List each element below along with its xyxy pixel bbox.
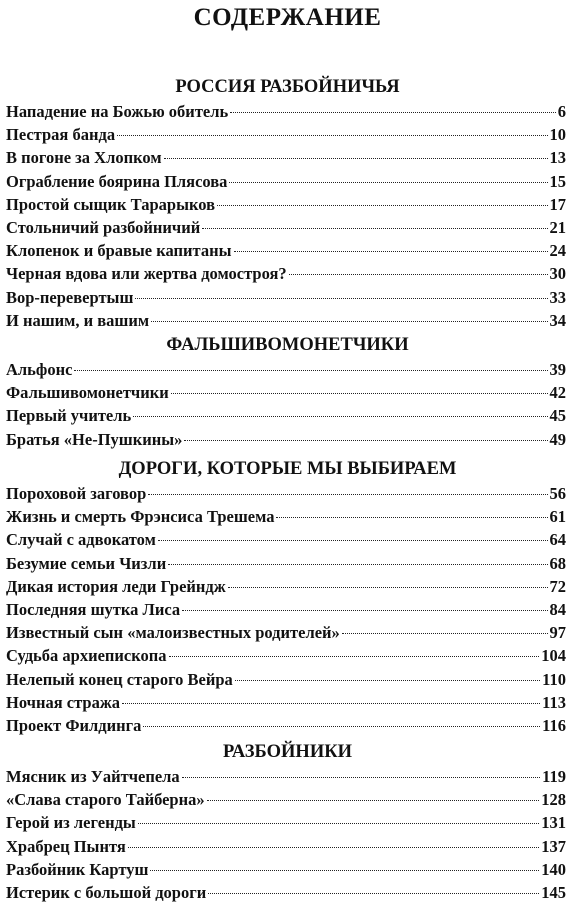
toc-entry bbox=[6, 358, 566, 381]
dot-leader bbox=[150, 870, 539, 871]
toc-entry bbox=[6, 528, 566, 551]
toc-entry bbox=[6, 262, 566, 285]
toc-entry bbox=[6, 691, 566, 714]
entry-page-number: 17 bbox=[549, 194, 566, 214]
dot-leader bbox=[158, 540, 548, 541]
entry-title: И нашим, и вашим bbox=[6, 310, 150, 330]
entry-title: Безумие семьи Чизли bbox=[6, 553, 167, 573]
dot-leader bbox=[229, 182, 547, 183]
dot-leader bbox=[122, 703, 540, 704]
entry-page-number: 97 bbox=[549, 623, 566, 643]
entry-page-number: 33 bbox=[549, 287, 566, 307]
toc-entry bbox=[6, 216, 566, 239]
entry-page-number: 145 bbox=[541, 882, 566, 902]
entry-page-number: 110 bbox=[542, 669, 566, 689]
entry-page-number: 24 bbox=[549, 241, 566, 261]
entry-page-number: 30 bbox=[549, 264, 566, 284]
toc-entry bbox=[6, 575, 566, 598]
entry-page-number: 39 bbox=[549, 360, 566, 379]
toc-entry bbox=[6, 239, 566, 262]
entry-title: Черная вдова или жертва домостроя? bbox=[6, 264, 287, 284]
entry-page-number: 56 bbox=[549, 484, 566, 503]
toc-entry bbox=[6, 146, 566, 169]
toc-entry bbox=[6, 621, 566, 644]
entry-page-number: 140 bbox=[541, 859, 566, 879]
dot-leader bbox=[74, 370, 547, 371]
entry-title: Храбрец Пынтя bbox=[6, 836, 126, 856]
entry-page-number: 116 bbox=[542, 715, 566, 735]
entry-title: Простой сыщик Тарарыков bbox=[6, 194, 215, 214]
toc-entry bbox=[6, 858, 566, 881]
toc-entry bbox=[6, 286, 566, 309]
dot-leader bbox=[164, 158, 548, 159]
entry-page-number: 61 bbox=[549, 507, 566, 527]
entry-title: Братья «Не-Пушкины» bbox=[6, 429, 183, 449]
dot-leader bbox=[276, 517, 547, 518]
dot-leader bbox=[138, 823, 539, 824]
entry-title: Последняя шутка Лиса bbox=[6, 599, 181, 619]
entry-page-number: 104 bbox=[541, 646, 566, 666]
dot-leader bbox=[117, 135, 547, 136]
dot-leader bbox=[184, 440, 547, 441]
section-title: РОССИЯ РАЗБОЙНИЧЬЯ bbox=[175, 77, 400, 97]
section-title: ФАЛЬШИВОМОНЕТЧИКИ bbox=[166, 335, 409, 355]
toc-entry bbox=[6, 381, 566, 404]
section-title: ДОРОГИ, КОТОРЫЕ МЫ ВЫБИРАЕМ bbox=[118, 459, 457, 479]
dot-leader bbox=[171, 393, 548, 394]
toc-entry bbox=[6, 552, 566, 575]
dot-leader bbox=[230, 112, 556, 113]
toc-entry bbox=[6, 668, 566, 691]
toc-entry bbox=[6, 811, 566, 834]
toc-section bbox=[0, 332, 575, 451]
entry-page-number: 45 bbox=[549, 406, 566, 426]
dot-leader bbox=[228, 587, 548, 588]
entry-title: В погоне за Хлопком bbox=[6, 148, 162, 168]
entry-title: Случай с адвокатом bbox=[6, 530, 156, 550]
dot-leader bbox=[235, 680, 540, 681]
dot-leader bbox=[151, 321, 547, 322]
entry-title: Стольничий разбойничий bbox=[6, 217, 201, 237]
section-title: РАЗБОЙНИКИ bbox=[222, 742, 353, 762]
toc-entry bbox=[6, 170, 566, 193]
entry-page-number: 10 bbox=[549, 125, 566, 145]
toc-entry bbox=[6, 309, 566, 332]
toc-entry bbox=[6, 123, 566, 146]
entry-title: Вор-перевертыш bbox=[6, 287, 134, 307]
entry-page-number: 42 bbox=[549, 383, 566, 403]
entry-title: Известный сын «малоизвестных родителей» bbox=[6, 623, 340, 643]
dot-leader bbox=[182, 777, 540, 778]
dot-leader bbox=[217, 205, 548, 206]
toc-entry bbox=[6, 714, 566, 737]
dot-leader bbox=[148, 494, 547, 495]
toc-entry bbox=[6, 765, 566, 788]
dot-leader bbox=[143, 726, 540, 727]
entry-page-number: 131 bbox=[541, 813, 566, 833]
entry-title: Фальшивомонетчики bbox=[6, 383, 169, 403]
toc-entry bbox=[6, 100, 566, 123]
entry-page-number: 119 bbox=[542, 767, 566, 786]
dot-leader bbox=[182, 610, 547, 611]
entry-page-number: 113 bbox=[542, 692, 566, 712]
dot-leader bbox=[168, 564, 547, 565]
entry-title: Ночная стража bbox=[6, 692, 121, 712]
entry-page-number: 64 bbox=[549, 530, 566, 550]
entry-page-number: 6 bbox=[557, 102, 566, 121]
entry-title: Проект Филдинга bbox=[6, 715, 142, 735]
entry-page-number: 13 bbox=[549, 148, 566, 168]
entry-title: Герой из легенды bbox=[6, 813, 136, 833]
toc-entry bbox=[6, 598, 566, 621]
entry-page-number: 128 bbox=[541, 790, 566, 810]
entry-title: Дикая история леди Грейндж bbox=[6, 576, 226, 596]
dot-leader bbox=[133, 416, 547, 417]
toc-entry bbox=[6, 788, 566, 811]
dot-leader bbox=[208, 893, 539, 894]
entry-page-number: 72 bbox=[549, 576, 566, 596]
toc-entry bbox=[6, 482, 566, 505]
dot-leader bbox=[202, 228, 547, 229]
toc-entry bbox=[6, 193, 566, 216]
toc-entry bbox=[6, 505, 566, 528]
entry-title: Судьба архиепископа bbox=[6, 646, 167, 666]
dot-leader bbox=[207, 800, 540, 801]
entry-title: Клопенок и бравые капитаны bbox=[6, 241, 232, 261]
toc-section bbox=[0, 739, 575, 904]
page-title: СОДЕРЖАНИЕ bbox=[193, 4, 382, 31]
entry-title: Пороховой заговор bbox=[6, 484, 147, 503]
entry-title: Истерик с большой дороги bbox=[6, 882, 207, 902]
toc-section bbox=[0, 456, 575, 737]
entry-page-number: 34 bbox=[549, 310, 566, 330]
toc-entry bbox=[6, 881, 566, 904]
dot-leader bbox=[128, 847, 539, 848]
entry-page-number: 68 bbox=[549, 553, 566, 573]
entry-title: Пестрая банда bbox=[6, 125, 116, 145]
entry-page-number: 137 bbox=[541, 836, 566, 856]
entry-title: Ограбление боярина Плясова bbox=[6, 171, 228, 191]
entry-title: Жизнь и смерть Фрэнсиса Трешема bbox=[6, 507, 275, 527]
toc-entry bbox=[6, 404, 566, 427]
toc-entry bbox=[6, 428, 566, 451]
toc-section bbox=[0, 74, 575, 332]
entry-page-number: 84 bbox=[549, 599, 566, 619]
entry-title: Мясник из Уайтчепела bbox=[6, 767, 180, 786]
entry-title: Нелепый конец старого Вейра bbox=[6, 669, 233, 689]
dot-leader bbox=[289, 274, 548, 275]
dot-leader bbox=[342, 633, 548, 634]
entry-page-number: 15 bbox=[549, 171, 566, 191]
entry-title: Нападение на Божью обитель bbox=[6, 102, 229, 121]
entry-title: Разбойник Картуш bbox=[6, 859, 149, 879]
entry-page-number: 49 bbox=[549, 429, 566, 449]
dot-leader bbox=[135, 298, 547, 299]
toc-entry bbox=[6, 835, 566, 858]
entry-page-number: 21 bbox=[549, 217, 566, 237]
dot-leader bbox=[169, 656, 540, 657]
entry-title: Первый учитель bbox=[6, 406, 132, 426]
toc-entry bbox=[6, 644, 566, 667]
entry-title: Альфонс bbox=[6, 360, 73, 379]
entry-title: «Слава старого Тайберна» bbox=[6, 790, 205, 810]
dot-leader bbox=[234, 251, 548, 252]
